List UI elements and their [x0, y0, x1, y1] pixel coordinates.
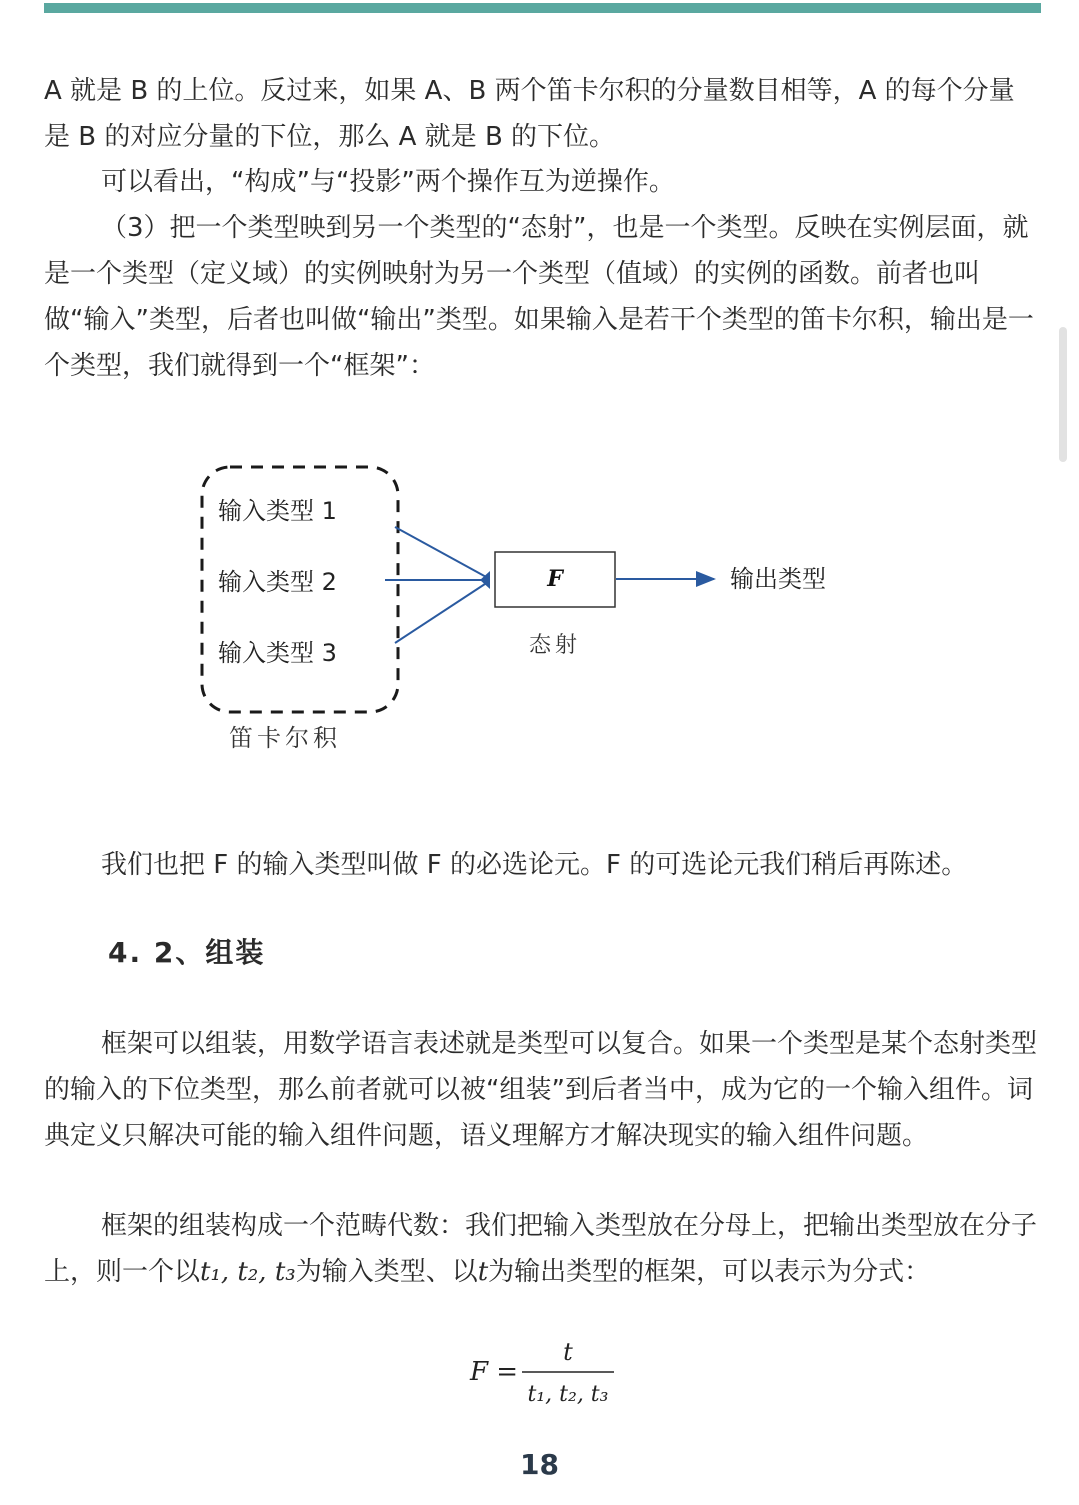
morphism-label: 态射 [528, 633, 582, 658]
input-vars: t₁, t₂, t₃ [200, 1257, 296, 1287]
section-heading: 4. 2、组装 [108, 936, 266, 969]
paragraph-superordinate: A 就是 B 的上位。反过来，如果 A、B 两个笛卡尔积的分量数目相等，A 的每个分量是 B 的对应分量的下位，那么 A 就是 B 的下位。 [44, 76, 1015, 152]
formula-lhs: F = [470, 1357, 519, 1387]
frame-diagram [0, 440, 1079, 780]
top-rule [44, 3, 1041, 13]
paragraph-required-args: 我们也把 F 的输入类型叫做 F 的必选论元。F 的可选论元我们稍后再陈述。 [101, 850, 968, 880]
input-type-3: 输入类型 3 [218, 639, 337, 667]
formula-numerator: t [563, 1338, 573, 1366]
category-algebra-text-3: 为输出类型的框架，可以表示为分式： [488, 1257, 931, 1287]
category-algebra-text-1: 框架的组装构成一个范畴代数：我们把输入类型放在分母上，把输出类型放在分子上，则一个以 [44, 1211, 1038, 1287]
fraction-formula [0, 1335, 1079, 1415]
output-type-label: 输出类型 [730, 565, 826, 593]
paragraph-category-algebra [44, 1203, 1039, 1295]
output-var: t [477, 1257, 489, 1287]
formula-denominator: t₁, t₂, t₃ [527, 1382, 609, 1407]
input-type-1: 输入类型 1 [218, 497, 337, 525]
morphism-box-label: F [547, 566, 563, 592]
input-type-2: 输入类型 2 [218, 568, 337, 596]
paragraph-inverse-ops: 可以看出，“构成”与“投影”两个操作互为逆操作。 [101, 167, 675, 197]
paragraph-assembly: 框架可以组装，用数学语言表述就是类型可以复合。如果一个类型是某个态射类型的输入的下位类型，那么前者就可以被“组装”到后者当中，成为它的一个输入组件。词典定义只解决可能的输入组件问题，语义理解方才解决现实的输入组件问题。 [44, 1029, 1038, 1151]
cartesian-product-label: 笛卡尔积 [229, 724, 341, 752]
arrow-input-3 [395, 582, 488, 643]
paragraph-morphism: （3）把一个类型映到另一个类型的“态射”，也是一个类型。反映在实例层面，就是一个类型（定义域）的实例映射为另一个类型（值域）的实例的函数。前者也叫做“输入”类型，后者也叫做“输出”类型。如果输入是若干个类型的笛卡尔积，输出是一个类型，我们就得到一个“框架”： [44, 213, 1034, 381]
arrow-input-1 [395, 527, 488, 578]
category-algebra-text-2: 为输入类型、以 [295, 1257, 478, 1287]
page-number: 18 [520, 1448, 559, 1481]
